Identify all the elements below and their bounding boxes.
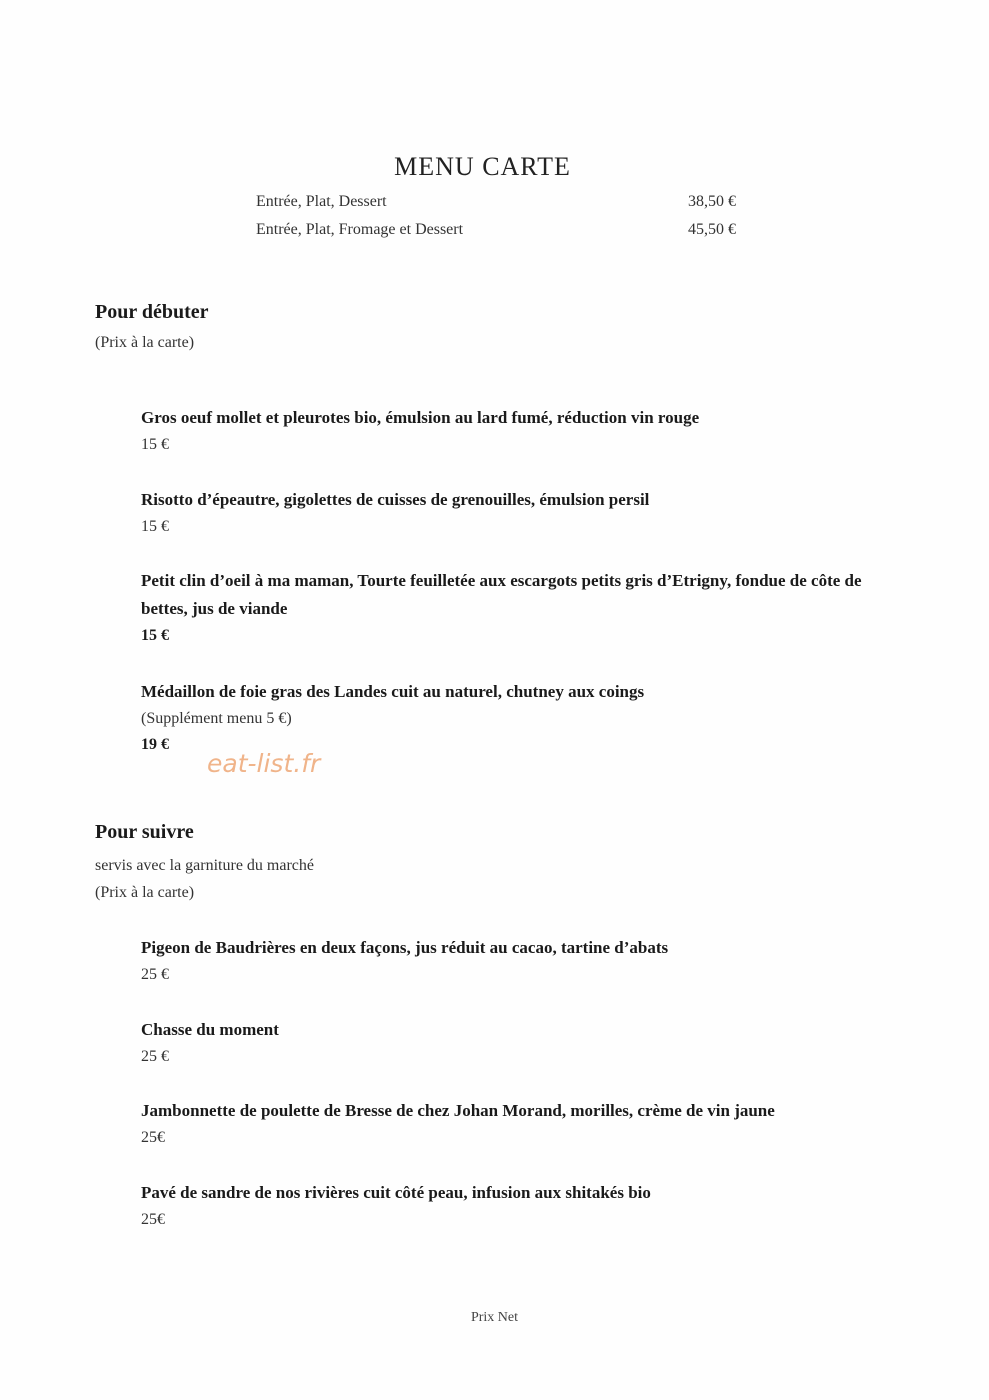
dish-price: 25€ <box>141 1129 165 1146</box>
dish-name: Risotto d’épeautre, gigolettes de cuisses de grenouilles, émulsion persil <box>141 490 650 509</box>
dish-price: 25 € <box>141 1048 169 1065</box>
menu-title: MENU CARTE <box>394 152 571 181</box>
dish-item <box>141 1179 911 1233</box>
dish-item <box>141 567 911 649</box>
section-title-pour-suivre: Pour suivre <box>95 821 194 843</box>
dish-price: 25€ <box>141 1211 165 1228</box>
watermark: eat-list.fr <box>207 749 321 778</box>
footer-note: Prix Net <box>470 1310 519 1325</box>
dish-item <box>141 1016 911 1070</box>
dish-price: 25 € <box>141 966 169 983</box>
formula-label: Entrée, Plat, Fromage et Dessert <box>256 221 464 238</box>
dish-name: Pigeon de Baudrières en deux façons, jus réduit au cacao, tartine d’abats <box>141 938 669 957</box>
section-note: (Prix à la carte) <box>95 884 195 901</box>
dish-name: Petit clin d’oeil à ma maman, Tourte feuilletée aux escargots petits gris d’Etrigny, fondue de côte de bettes, jus de viande <box>141 571 862 618</box>
dish-item <box>141 486 911 540</box>
dish-item <box>141 934 911 988</box>
formula-label: Entrée, Plat, Dessert <box>256 193 387 210</box>
dish-name: Pavé de sandre de nos rivières cuit côté peau, infusion aux shitakés bio <box>141 1183 651 1202</box>
section-title-pour-debuter: Pour débuter <box>95 301 209 323</box>
dish-price: 15 € <box>141 627 169 644</box>
section-note: (Prix à la carte) <box>95 334 195 351</box>
dish-name: Chasse du moment <box>141 1020 279 1039</box>
dish-item <box>141 404 911 458</box>
dish-price: 15 € <box>141 518 169 535</box>
formula-price: 45,50 € <box>688 221 736 238</box>
dish-item <box>141 1097 911 1151</box>
dish-supplement: (Supplément menu 5 €) <box>141 710 292 727</box>
section-note: servis avec la garniture du marché <box>95 857 315 874</box>
dish-price: 19 € <box>141 736 169 753</box>
dish-name: Gros oeuf mollet et pleurotes bio, émulsion au lard fumé, réduction vin rouge <box>141 408 700 427</box>
dish-name: Jambonnette de poulette de Bresse de chez Johan Morand, morilles, crème de vin jaune <box>141 1101 775 1120</box>
dish-item <box>141 678 911 758</box>
dish-name: Médaillon de foie gras des Landes cuit au naturel, chutney aux coings <box>141 682 645 701</box>
dish-price: 15 € <box>141 436 169 453</box>
formula-price: 38,50 € <box>688 193 736 210</box>
